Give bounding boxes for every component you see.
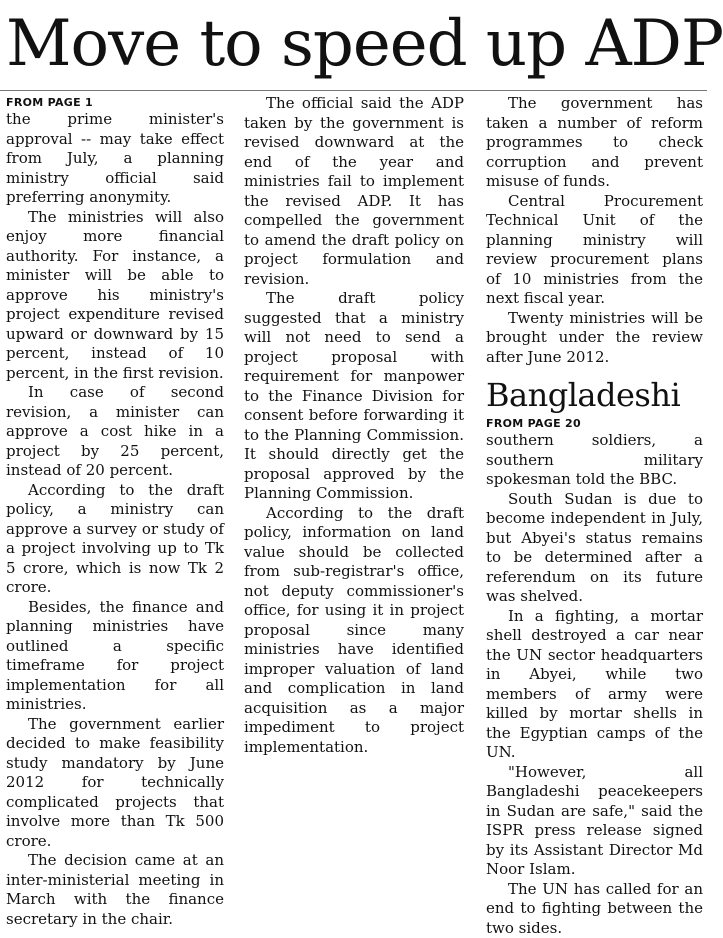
paragraph: Besides, the finance and planning ministries have outlined a specific timeframe for project implementation for all ministries. bbox=[6, 598, 224, 715]
paragraph: In a fighting, a mortar shell destroyed a car near the UN sector headquarters in Abyei, while two members of army were killed by mortar shells in the Egyptian camps of the UN. bbox=[486, 607, 703, 763]
paragraph: Twenty ministries will be brought under the review after June 2012. bbox=[486, 309, 703, 368]
paragraph: the prime minister's approval -- may take effect from July, a planning ministry official said preferring anonymity. bbox=[6, 110, 224, 208]
paragraph: The ministries will also enjoy more financial authority. For instance, a minister will be able to approve his ministry's project expenditure revised upward or downward by 15 percent, instead of 10 percent, in the first revision. bbox=[6, 208, 224, 384]
column-3 bbox=[486, 94, 703, 852]
subheadline-bangladeshi: Bangladeshi bbox=[486, 375, 703, 415]
paragraph: southern soldiers, a southern military spokesman told the BBC. bbox=[486, 431, 703, 490]
headline-rule bbox=[0, 90, 707, 91]
paragraph: The government has taken a number of reform programmes to check corruption and prevent misuse of funds. bbox=[486, 94, 703, 192]
paragraph: The official said the ADP taken by the government is revised downward at the end of the year and ministries fail to implement the revised ADP. It has compelled the government to amend the draft policy on project formulation and revision. bbox=[244, 94, 464, 289]
column-2 bbox=[244, 94, 464, 852]
paragraph: According to the draft policy, information on land value should be collected from sub-registrar's office, not deputy commissioner's office, for using it in project proposal since many ministries have identified improper valuation of land and complication in land acquisition as a major impediment to project implementation. bbox=[244, 504, 464, 758]
kicker-from-page-20: FROM PAGE 20 bbox=[486, 417, 703, 431]
headline: Move to speed up ADP bbox=[6, 0, 706, 96]
paragraph: The UN has called for an end to fighting between the two sides. bbox=[486, 880, 703, 938]
paragraph: Central Procurement Technical Unit of the planning ministry will review procurement plans of 10 ministries from the next fiscal year. bbox=[486, 192, 703, 309]
paragraph: According to the draft policy, a ministry can approve a survey or study of a project involving up to Tk 5 crore, which is now Tk 2 crore. bbox=[6, 481, 224, 598]
paragraph: South Sudan is due to become independent in July, but Abyei's status remains to be determined after a referendum on its future was shelved. bbox=[486, 490, 703, 607]
paragraph: "However, all Bangladeshi peacekeepers in Sudan are safe," said the ISPR press release signed by its Assistant Director Md Noor Islam. bbox=[486, 763, 703, 880]
column-1 bbox=[6, 94, 224, 852]
paragraph: In case of second revision, a minister can approve a cost hike in a project by 25 percent, instead of 20 percent. bbox=[6, 383, 224, 481]
kicker-from-page-1: FROM PAGE 1 bbox=[6, 96, 224, 110]
paragraph: The draft policy suggested that a ministry will not need to send a project proposal with requirement for manpower to the Finance Division for consent before forwarding it to the Planning Commission. It should directly get the proposal approved by the Planning Commission. bbox=[244, 289, 464, 504]
paragraph: The government earlier decided to make feasibility study mandatory by June 2012 for technically complicated projects that involve more than Tk 500 crore. bbox=[6, 715, 224, 852]
paragraph: The decision came at an inter-ministerial meeting in March with the finance secretary in the chair. bbox=[6, 851, 224, 929]
